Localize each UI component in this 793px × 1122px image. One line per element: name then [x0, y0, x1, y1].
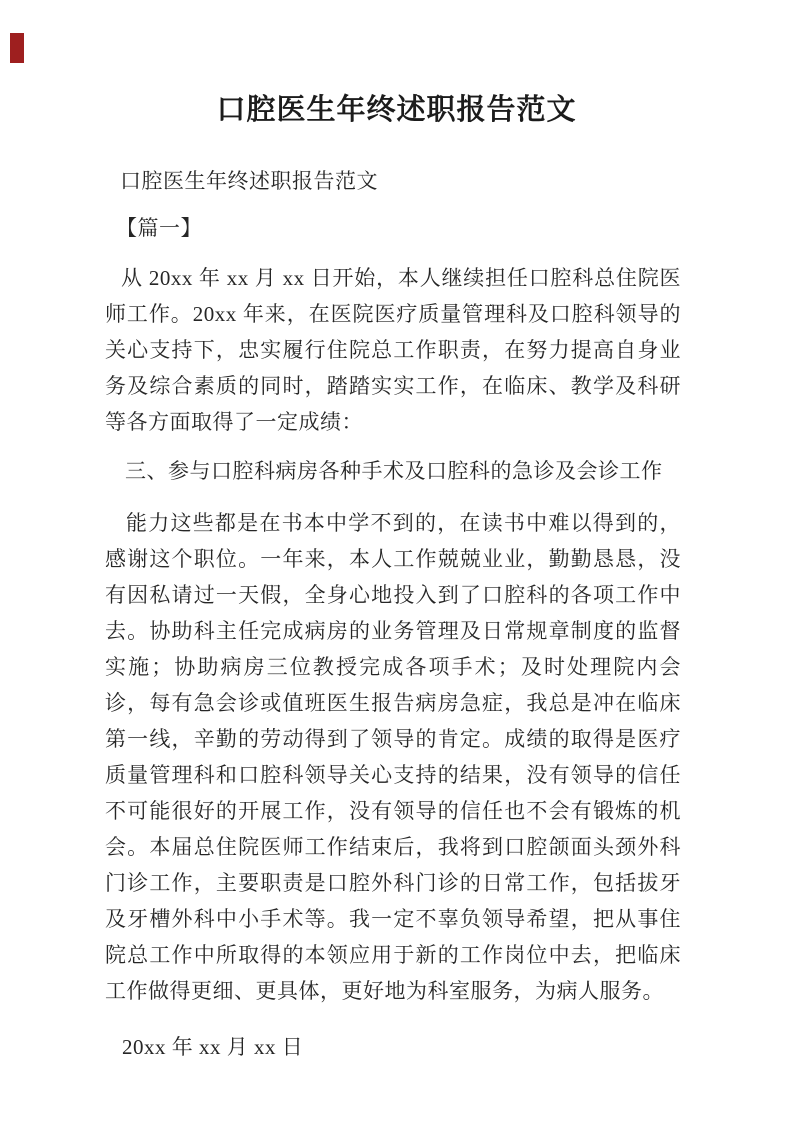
document-title: 口腔医生年终述职报告范文 [216, 94, 577, 126]
date-line: 20xx 年 xx 月 xx 日 [122, 1035, 304, 1059]
document-subtitle: 口腔医生年终述职报告范文 [120, 169, 378, 193]
paragraph-1: 从 20xx 年 xx 月 xx 日开始，本人继续担任口腔科总住院医师工作。20xx 年来，在医院医疗质量管理科及口腔科领导的关心支持下，忠实履行住院总工作职责，在努力提高自身业务及综合素质的同时，踏踏实实工作，在临床、教学及科研等各方面取得了一定成绩： [105, 266, 681, 434]
section-heading: 三、参与口腔科病房各种手术及口腔科的急诊及会诊工作 [125, 459, 663, 483]
paragraph-2: 能力这些都是在书本中学不到的，在读书中难以得到的，感谢这个职位。一年来，本人工作兢兢业业，勤勤恳恳，没有因私请过一天假，全身心地投入到了口腔科的各项工作中去。协助科主任完成病房的业务管理及日常规章制度的监督实施；协助病房三位教授完成各项手术；及时处理院内会诊，每有急会诊或值班医生报告病房急症，我总是冲在临床第一线，辛勤的劳动得到了领导的肯定。成绩的取得是医疗质量管理科和口腔科领导关心支持的结果，没有领导的信任不可能很好的开展工作，没有领导的信任也不会有锻炼的机会。本届总住院医师工作结束后，我将到口腔颌面头颈外科门诊工作，主要职责是口腔外科门诊的日常工作，包括拔牙及牙槽外科中小手术等。我一定不辜负领导希望，把从事住院总工作中所取得的本领应用于新的工作岗位中去，把临床工作做得更细、更具体，更好地为科室服务，为病人服务。 [105, 511, 681, 1003]
document-body [0, 163, 793, 1065]
red-corner-mark [10, 33, 24, 63]
section-label: 【篇一】 [116, 216, 202, 240]
